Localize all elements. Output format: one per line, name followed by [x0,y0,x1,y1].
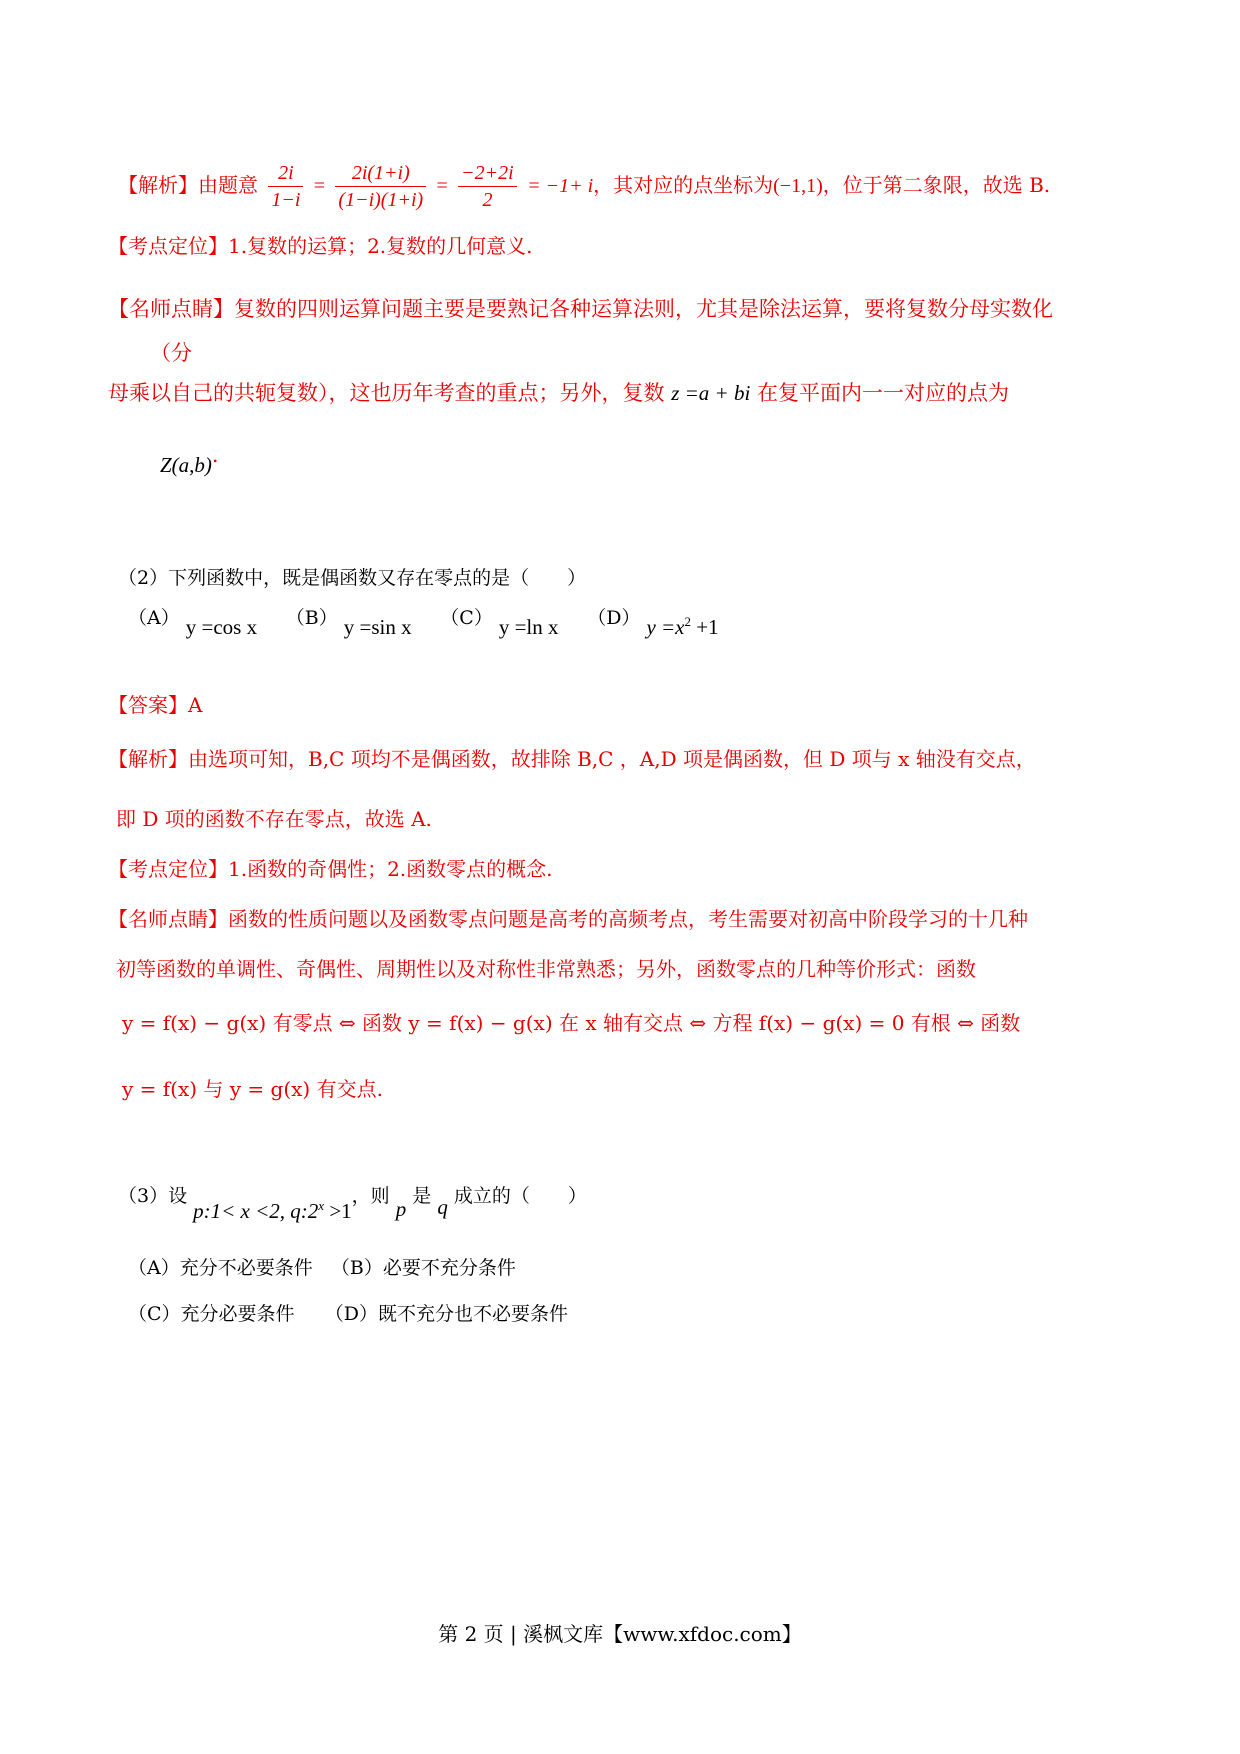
kaodian-tag: 【考点定位】 [108,857,228,881]
q3-condition: p:1< x <2, $q:2^x >1$ [193,1198,352,1223]
q1-mingshi-paren: （分 [150,341,192,365]
q3-options-row2 [128,1302,568,1327]
q2-option-b: （B） y =sin x [285,607,412,639]
q2-mingshi-line2: 初等函数的单调性、奇偶性、周期性以及对称性非常熟悉；另外，函数零点的几种等价形式：函数 [116,957,976,981]
q1-kaodian: 【考点定位】1.复数的运算；2.复数的几何意义. [108,234,533,258]
q2-kaodian: 【考点定位】1.函数的奇偶性；2.函数零点的概念. [108,857,553,881]
q3-option-c: （C）充分必要条件 [128,1303,295,1325]
q3-option-d: （D）既不充分也不必要条件 [324,1303,568,1325]
q2-option-d: （D） $y =x^2 +1$ [587,607,719,639]
point-coord: (−1,1) [773,175,823,197]
q2-mingshi-line3: y = f(x) − g(x) 有零点 ⇔ 函数 y = f(x) − g(x) 在 x 轴有交点 ⇔ 方程 f(x) − g(x) = 0 有根 ⇔ 函数 [122,1011,1021,1035]
complex-formula: z =a + bi [671,381,751,405]
q3-option-a: （A）充分不必要条件 [128,1257,313,1279]
q2-analysis-line1: 【解析】由选项可知，B,C 项均不是偶函数，故排除 B,C ，A,D 项是偶函数，但 D 项与 x 轴没有交点， [108,747,1036,771]
q1-analysis-line: 【解析】由题意 $\frac{2i}{1-i}$ = $\frac{2i(1+i)}{(1-i)(1+i)}$ = $\frac{-2+2i}{2}$ = −1+ i，其对应的点坐标为(−1,1)，位于第二象限，故选 B. [118,162,1051,211]
q2-option-a: （A） y =cos x [128,607,258,639]
mingshi-tag: 【名师点睛】 [108,297,234,321]
fraction-1: $\frac{2i}{1-i}$ [268,162,303,211]
q3-stem: （3）设 p:1< x <2, $q:2^x >1$，则 p 是 q 成立的（ ） [118,1185,587,1223]
q2-analysis-line2: 即 D 项的函数不存在零点，故选 A. [116,807,432,831]
analysis-lead: 由题意 [198,173,258,197]
fraction-3: $\frac{-2+2i}{2}$ [458,162,517,211]
analysis-tag: 【解析】 [108,747,188,771]
fraction-2: $\frac{2i(1+i)}{(1-i)(1+i)}$ [335,162,426,211]
mingshi-tag: 【名师点睛】 [108,907,228,931]
analysis-tag: 【解析】 [118,173,198,197]
q2-options [128,607,741,641]
q2-option-c: （C） y =ln x [440,607,559,639]
q2-answer: 【答案】A [108,693,203,717]
result-expr: = −1+ i [527,175,594,197]
q3-option-b: （B）必要不充分条件 [330,1257,516,1279]
q3-options-row1 [128,1256,516,1281]
q1-mingshi-line1: 【名师点睛】复数的四则运算问题主要是要熟记各种运算法则，尤其是除法运算，要将复数分母实数化 [108,297,1053,321]
q2-mingshi-line1: 【名师点睛】函数的性质问题以及函数零点问题是高考的高频考点，考生需要对初高中阶段学习的十几种 [108,907,1028,931]
kaodian-tag: 【考点定位】 [108,234,228,258]
answer-tag: 【答案】 [108,693,188,717]
q2-mingshi-line4: y = f(x) 与 y = g(x) 有交点. [122,1077,383,1101]
q1-mingshi-point: Z(a,b). [160,443,219,477]
q1-mingshi-line2: 母乘以自己的共轭复数），这也历年考查的重点；另外，复数 z =a + bi 在复平面内一一对应的点为 [108,381,1009,405]
page-footer: 第 2 页 | 溪枫文库【www.xfdoc.com】 [438,1622,802,1646]
q2-stem: （2）下列函数中，既是偶函数又存在零点的是（ ） [118,567,587,589]
